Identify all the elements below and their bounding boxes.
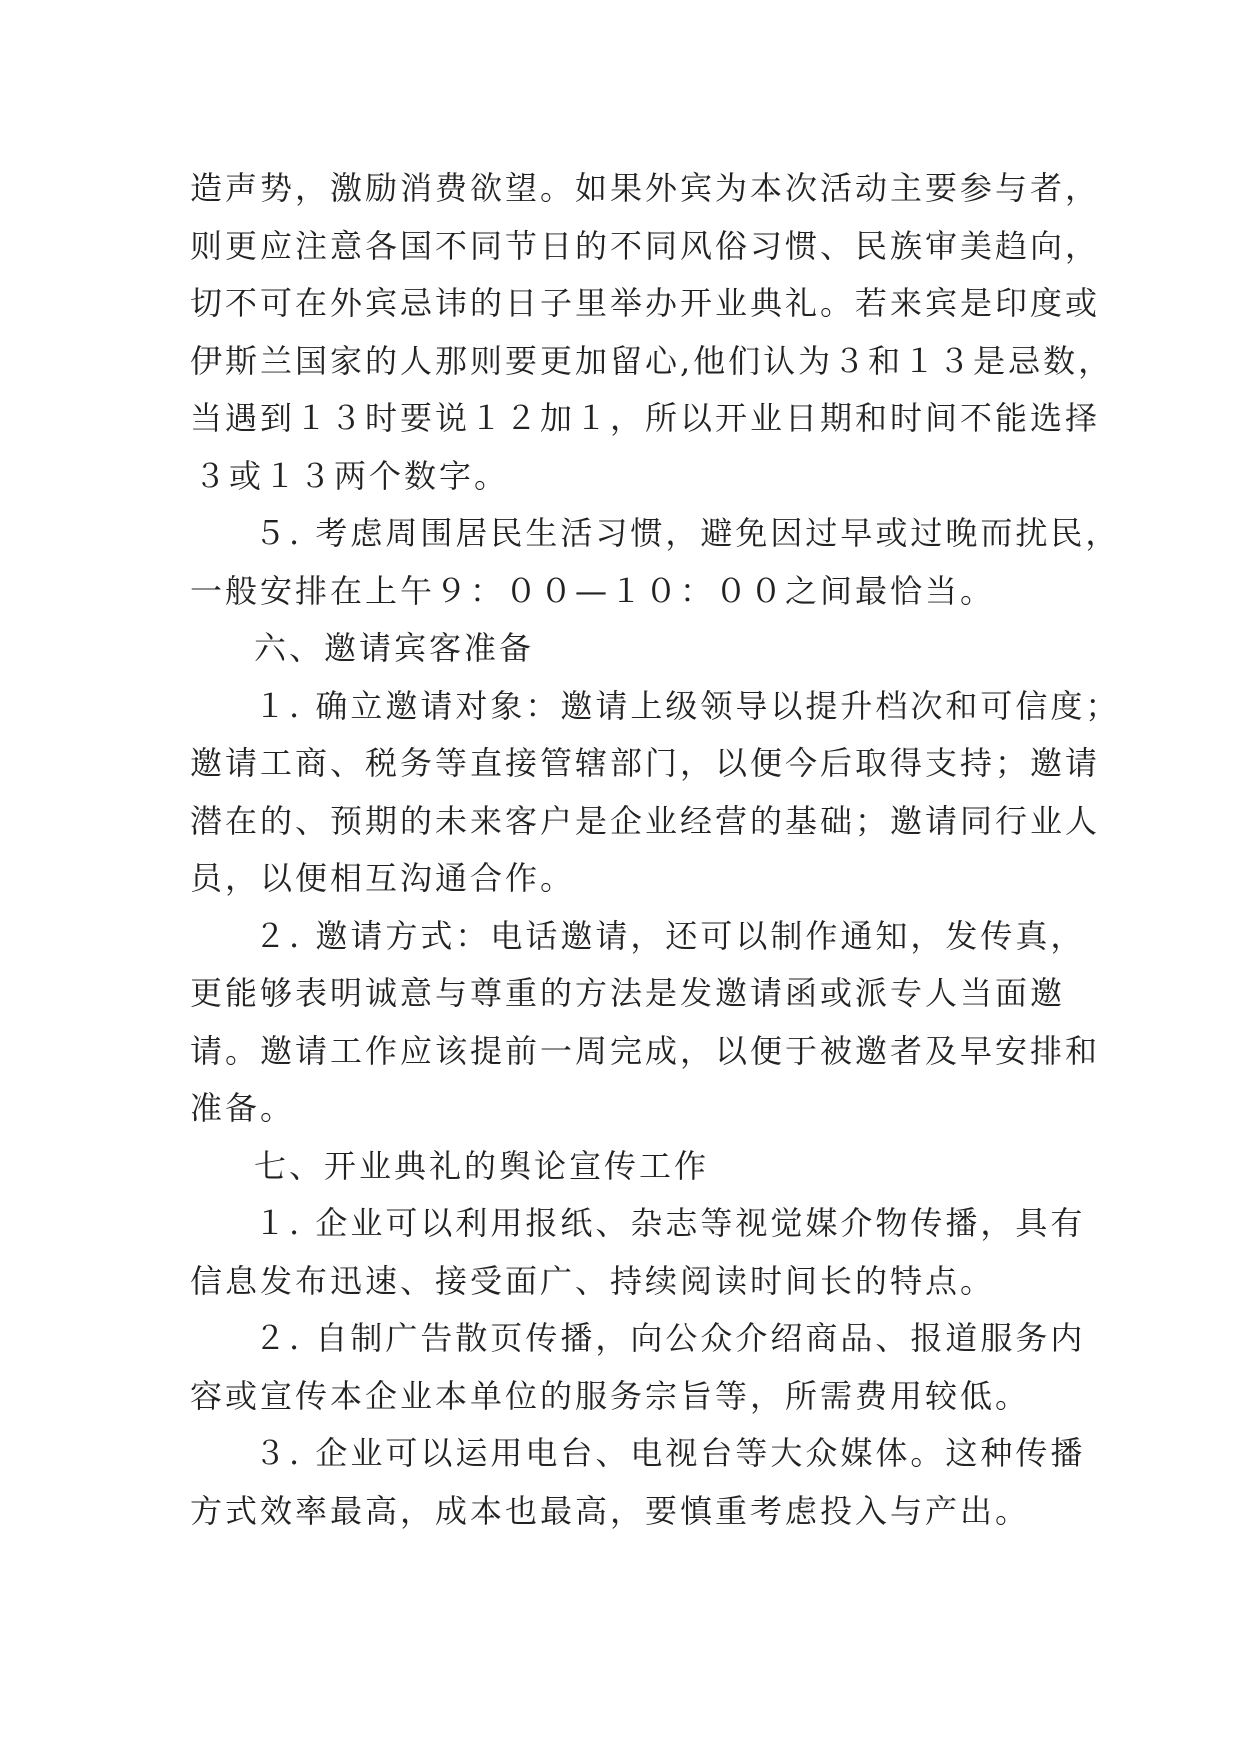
text-line: 当遇到１３时要说１２加１，所以开业日期和时间不能选择 [190,399,1101,437]
text-line: 伊斯兰国家的人那则要更加留心,他们认为３和１３是忌数， [190,341,1114,380]
text-line: ３或１３两个数字。 [194,456,510,495]
paragraph-7-1 [190,1195,1086,1310]
paragraph-item-5 [190,505,1121,620]
text-line: 则更应注意各国不同节日的不同风俗习惯、民族审美趋向， [190,226,1101,265]
text-line: 七、开业典礼的舆论宣传工作 [254,1146,710,1185]
text-line: ３. 企业可以运用电台、电视台等大众媒体。这种传播 [254,1434,1086,1472]
text-line: ２. 邀请方式：电话邀请，还可以制作通知，发传真， [254,916,1086,955]
paragraph-6-1 [190,678,1121,908]
text-line: 请。邀请工作应该提前一周完成，以便于被邀者及早安排和 [190,1031,1101,1070]
text-line: 员，以便相互沟通合作。 [190,859,576,897]
text-line: 信息发布迅速、接受面广、持续阅读时间长的特点。 [190,1261,996,1300]
text-line: １. 确立邀请对象：邀请上级领导以提升档次和可信度； [254,686,1121,725]
text-line: 更能够表明诚意与尊重的方法是发邀请函或派专人当面邀 [190,974,1066,1012]
text-line: ５. 考虑周围居民生活习惯，避免因过早或过晚而扰民， [254,514,1121,552]
text-line: 容或宣传本企业本单位的服务宗旨等，所需费用较低。 [190,1376,1031,1415]
section-heading-6 [190,620,1060,678]
section-heading-7 [190,1138,1060,1196]
paragraph-7-3 [190,1425,1086,1540]
text-line: 切不可在外宾忌讳的日子里举办开业典礼。若来宾是印度或 [190,284,1101,322]
paragraph-7-2 [190,1310,1086,1425]
text-line: 方式效率最高，成本也最高，要慎重考虑投入与产出。 [190,1491,1031,1530]
paragraph-continued [190,160,1114,505]
text-line: 准备。 [190,1089,296,1127]
text-line: 造声势，激励消费欲望。如果外宾为本次活动主要参与者， [190,169,1101,207]
text-line: 一般安排在上午９：００—１０：００之间最恰当。 [190,571,996,610]
text-line: 潜在的、预期的未来客户是企业经营的基础；邀请同行业人 [190,801,1101,840]
text-line: ２. 自制广告散页传播，向公众介绍商品、报道服务内 [254,1319,1086,1357]
text-line: 邀请工商、税务等直接管辖部门，以便今后取得支持；邀请 [190,744,1101,782]
document-body [190,160,1121,1540]
text-line: １. 企业可以利用报纸、杂志等视觉媒介物传播，具有 [254,1204,1086,1242]
paragraph-6-2 [190,908,1101,1138]
text-line: 六、邀请宾客准备 [254,629,535,667]
